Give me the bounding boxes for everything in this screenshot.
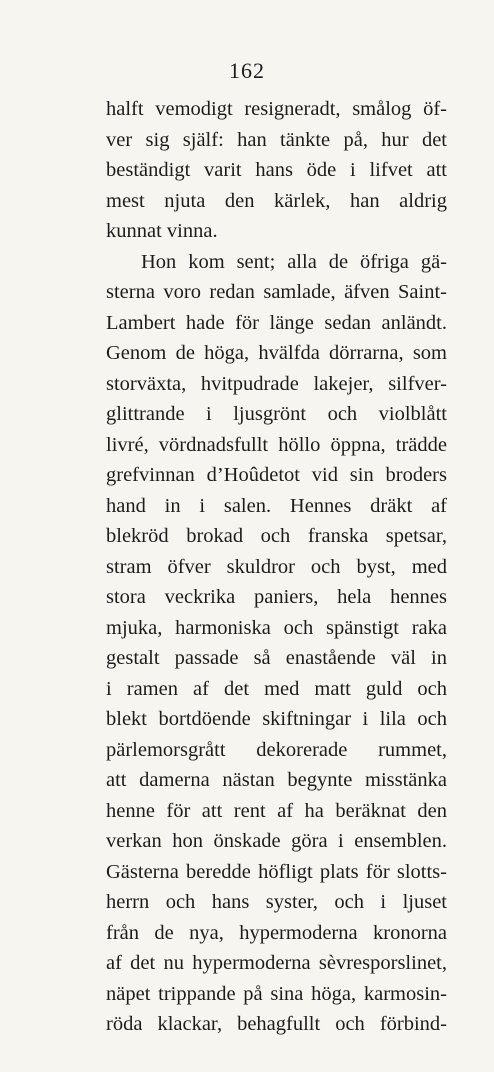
text-line: Genom de höga, hvälfda dörrarna, som (106, 342, 447, 364)
text-line: henne för att rent af ha beräknat den (106, 799, 447, 822)
text-line: hand in i salen. Hennes dräkt af (106, 494, 447, 517)
text-line: storväxta, hvitpudrade lakejer, silfver- (106, 372, 447, 395)
text-line: beständigt varit hans öde i lifvet att (106, 159, 447, 181)
text-line: glittrande i ljusgrönt och violblått (106, 403, 447, 425)
text-line: Lambert hade för länge sedan anländt. (106, 311, 447, 334)
text-line: i ramen af det med matt guld och (106, 677, 447, 700)
text-line: blekt bortdöende skiftningar i lila och (106, 708, 447, 730)
text-line: blekröd brokad och franska spetsar, (106, 525, 447, 547)
text-line: kunnat vinna. (106, 220, 218, 242)
text-line: pärlemorsgrått dekorerade rummet, (106, 738, 447, 761)
text-line: Gästerna beredde höfligt plats för slotts- (106, 860, 447, 883)
text-line: grefvinnan d’Hoûdetot vid sin broders (106, 464, 447, 486)
text-line: röda klackar, behagfullt och förbind- (106, 1013, 447, 1035)
text-line: från de nya, hypermoderna kronorna (106, 921, 447, 944)
text-line: mjuka, harmoniska och spänstigt raka (106, 616, 447, 639)
text-line: af det nu hypermoderna sèvresporslinet, (106, 952, 447, 974)
text-line: ver sig själf: han tänkte på, hur det (106, 128, 447, 151)
text-line: sterna voro redan samlade, äfven Saint- (106, 281, 447, 303)
text-line: livré, vördnadsfullt höllo öppna, trädde (106, 433, 447, 456)
text-line: Hon kom sent; alla de öfriga gä- (141, 250, 447, 273)
text-line: stora veckrika paniers, hela hennes (106, 586, 447, 608)
body-text (106, 94, 447, 1040)
text-line: gestalt passade så enastående väl in (106, 647, 447, 669)
text-line: stram öfver skuldror och byst, med (106, 555, 447, 578)
page-number: 162 (229, 58, 265, 83)
text-line: mest njuta den kärlek, han aldrig (106, 189, 447, 212)
text-line: herrn och hans syster, och i ljuset (106, 891, 447, 913)
text-line: att damerna nästan begynte misstänka (106, 769, 447, 791)
text-line: näpet trippande på sina höga, karmosin- (106, 982, 447, 1005)
text-line: halft vemodigt resigneradt, smålog öf- (106, 98, 447, 120)
text-line: verkan hon önskade göra i ensemblen. (106, 830, 447, 852)
